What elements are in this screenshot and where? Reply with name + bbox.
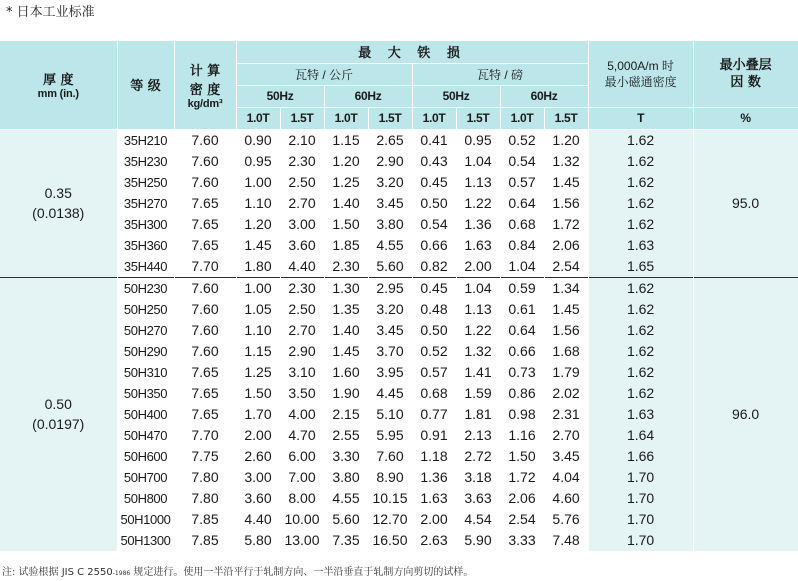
core-loss-cell: 3.20 [368,299,412,320]
table-row [0,299,798,320]
stacking-factor-cell: 96.0 [693,277,798,551]
flux-density-cell: 1.62 [588,277,693,299]
core-loss-cell: 1.16 [500,425,544,446]
core-loss-cell: 2.10 [280,129,324,151]
density-cell: 7.60 [174,320,236,341]
core-loss-cell: 1.68 [544,341,588,362]
core-loss-cell: 3.80 [324,467,368,488]
core-loss-cell: 3.18 [456,467,500,488]
core-loss-cell: 4.04 [544,467,588,488]
table-row [0,530,798,551]
core-loss-cell: 1.60 [324,362,368,383]
table-row [0,467,798,488]
flux-density-cell: 1.64 [588,425,693,446]
core-loss-cell: 5.60 [324,509,368,530]
table-row [0,383,798,404]
core-loss-cell: 3.60 [280,235,324,256]
core-loss-cell: 2.13 [456,425,500,446]
core-loss-cell: 1.25 [324,172,368,193]
tesla-10-header: 1.0T [412,107,456,129]
core-loss-cell: 1.85 [324,235,368,256]
grade-cell: 50H600 [117,446,174,467]
core-loss-cell: 0.57 [500,172,544,193]
density-cell: 7.65 [174,214,236,235]
table-row [0,235,798,256]
table-row [0,214,798,235]
core-loss-cell: 2.50 [280,172,324,193]
core-loss-cell: 2.90 [280,341,324,362]
core-loss-cell: 1.45 [236,235,280,256]
thickness-cell: 0.35 (0.0138) [0,129,117,277]
core-loss-cell: 1.20 [324,151,368,172]
core-loss-cell: 1.20 [544,129,588,151]
core-loss-cell: 3.95 [368,362,412,383]
core-loss-cell: 2.30 [324,256,368,278]
core-loss-cell: 3.30 [324,446,368,467]
core-loss-cell: 2.15 [324,404,368,425]
table-row [0,151,798,172]
core-loss-cell: 1.15 [324,129,368,151]
core-loss-cell: 1.35 [324,299,368,320]
core-loss-cell: 0.91 [412,425,456,446]
core-loss-cell: 16.50 [368,530,412,551]
core-loss-cell: 2.70 [280,320,324,341]
core-loss-cell: 1.36 [456,214,500,235]
flux-density-cell: 1.65 [588,256,693,278]
core-loss-cell: 1.70 [236,404,280,425]
core-loss-cell: 1.04 [456,151,500,172]
core-loss-cell: 1.50 [324,214,368,235]
core-loss-cell: 0.68 [500,214,544,235]
core-loss-cell: 1.45 [544,299,588,320]
core-loss-cell: 10.00 [280,509,324,530]
core-loss-cell: 0.45 [412,277,456,299]
core-loss-cell: 8.90 [368,467,412,488]
core-loss-cell: 2.00 [456,256,500,278]
core-loss-cell: 0.90 [236,129,280,151]
core-loss-cell: 1.20 [236,214,280,235]
core-loss-cell: 0.73 [500,362,544,383]
core-loss-cell: 1.15 [236,341,280,362]
flux-density-cell: 1.62 [588,341,693,362]
core-loss-cell: 0.98 [500,404,544,425]
core-loss-cell: 0.48 [412,299,456,320]
core-loss-cell: 3.63 [456,488,500,509]
density-cell: 7.80 [174,488,236,509]
table-row [0,488,798,509]
core-loss-cell: 1.13 [456,299,500,320]
flux-density-cell: 1.62 [588,383,693,404]
density-cell: 7.65 [174,383,236,404]
flux-density-cell: 1.62 [588,214,693,235]
core-loss-cell: 0.95 [456,129,500,151]
core-loss-cell: 4.55 [368,235,412,256]
core-loss-cell: 5.10 [368,404,412,425]
core-loss-cell: 1.04 [500,256,544,278]
core-loss-cell: 0.54 [412,214,456,235]
core-loss-cell: 4.55 [324,488,368,509]
core-loss-cell: 3.20 [368,172,412,193]
core-loss-cell: 7.60 [368,446,412,467]
core-loss-cell: 1.34 [544,277,588,299]
grade-cell: 35H250 [117,172,174,193]
steel-spec-table [0,41,798,551]
thickness-cell: 0.50 (0.0197) [0,277,117,551]
grade-header: 等 级 [117,41,174,129]
table-row [0,404,798,425]
table-row [0,129,798,151]
flux-density-header: 5,000A/m 时 最小磁通密度 [588,41,693,107]
footnote: 注: 试验根据 JIS C 2550-1986 规定进行。使用一半沿平行于轧制方向、一半沿垂直于轧制方向剪切的试样。 [2,567,474,578]
core-loss-cell: 4.40 [236,509,280,530]
core-loss-cell: 2.02 [544,383,588,404]
core-loss-cell: 1.36 [412,467,456,488]
flux-density-cell: 1.66 [588,446,693,467]
core-loss-cell: 2.54 [500,509,544,530]
table-row [0,446,798,467]
core-loss-cell: 0.66 [412,235,456,256]
core-loss-cell: 2.63 [412,530,456,551]
core-loss-cell: 2.70 [280,193,324,214]
core-loss-cell: 2.54 [544,256,588,278]
tesla-10-header: 1.0T [236,107,280,129]
grade-cell: 50H350 [117,383,174,404]
core-loss-cell: 0.64 [500,320,544,341]
core-loss-cell: 0.41 [412,129,456,151]
tesla-10-header: 1.0T [500,107,544,129]
core-loss-cell: 2.95 [368,277,412,299]
density-cell: 7.60 [174,299,236,320]
density-cell: 7.85 [174,530,236,551]
table-row [0,320,798,341]
freq-60hz-lb: 60Hz [500,85,588,107]
core-loss-cell: 1.80 [236,256,280,278]
thickness-header: 厚 度 mm (in.) [0,41,117,129]
core-loss-cell: 1.63 [412,488,456,509]
core-loss-cell: 0.66 [500,341,544,362]
density-cell: 7.60 [174,172,236,193]
core-loss-cell: 1.40 [324,193,368,214]
core-loss-cell: 1.59 [456,383,500,404]
grade-cell: 50H310 [117,362,174,383]
grade-cell: 50H230 [117,277,174,299]
core-loss-cell: 1.56 [544,193,588,214]
grade-cell: 50H270 [117,320,174,341]
core-loss-header: 最 大 铁 损 [236,41,588,63]
flux-density-cell: 1.62 [588,320,693,341]
flux-density-cell: 1.70 [588,530,693,551]
core-loss-cell: 1.25 [236,362,280,383]
core-loss-cell: 2.00 [412,509,456,530]
density-cell: 7.65 [174,404,236,425]
tesla-10-header: 1.0T [324,107,368,129]
table-row [0,256,798,278]
stacking-factor-cell: 95.0 [693,129,798,277]
core-loss-cell: 2.30 [280,151,324,172]
core-loss-cell: 2.72 [456,446,500,467]
core-loss-cell: 3.50 [280,383,324,404]
density-cell: 7.65 [174,193,236,214]
standard-note: * 日本工业标准 [6,5,95,20]
table-row [0,341,798,362]
core-loss-cell: 1.45 [544,172,588,193]
grade-cell: 50H1300 [117,530,174,551]
density-cell: 7.60 [174,277,236,299]
density-cell: 7.85 [174,509,236,530]
flux-density-cell: 1.63 [588,235,693,256]
core-loss-cell: 3.00 [236,467,280,488]
grade-cell: 50H250 [117,299,174,320]
flux-density-cell: 1.70 [588,488,693,509]
grade-cell: 50H290 [117,341,174,362]
core-loss-cell: 1.79 [544,362,588,383]
core-loss-cell: 1.72 [544,214,588,235]
density-cell: 7.70 [174,256,236,278]
tesla-15-header: 1.5T [368,107,412,129]
watt-per-lb-header: 瓦特 / 磅 [412,63,588,85]
tesla-15-header: 1.5T [544,107,588,129]
freq-60hz-kg: 60Hz [324,85,412,107]
core-loss-cell: 1.00 [236,277,280,299]
core-loss-cell: 0.52 [500,129,544,151]
core-loss-cell: 1.04 [456,277,500,299]
core-loss-cell: 1.32 [544,151,588,172]
core-loss-cell: 6.00 [280,446,324,467]
core-loss-cell: 0.45 [412,172,456,193]
core-loss-cell: 1.10 [236,193,280,214]
core-loss-cell: 2.55 [324,425,368,446]
core-loss-cell: 0.77 [412,404,456,425]
core-loss-cell: 5.80 [236,530,280,551]
core-loss-cell: 3.80 [368,214,412,235]
core-loss-cell: 3.70 [368,341,412,362]
flux-density-cell: 1.62 [588,172,693,193]
core-loss-cell: 0.59 [500,277,544,299]
core-loss-cell: 2.31 [544,404,588,425]
table-row [0,277,798,299]
core-loss-cell: 2.60 [236,446,280,467]
core-loss-cell: 0.43 [412,151,456,172]
core-loss-cell: 7.48 [544,530,588,551]
flux-density-cell: 1.63 [588,404,693,425]
core-loss-cell: 0.57 [412,362,456,383]
core-loss-cell: 4.54 [456,509,500,530]
core-loss-cell: 5.95 [368,425,412,446]
grade-cell: 50H470 [117,425,174,446]
core-loss-cell: 7.00 [280,467,324,488]
core-loss-cell: 1.18 [412,446,456,467]
grade-cell: 35H300 [117,214,174,235]
table-row [0,172,798,193]
core-loss-cell: 3.33 [500,530,544,551]
watt-per-kg-header: 瓦特 / 公斤 [236,63,412,85]
core-loss-cell: 1.22 [456,320,500,341]
core-loss-cell: 3.10 [280,362,324,383]
density-cell: 7.80 [174,467,236,488]
core-loss-cell: 0.54 [500,151,544,172]
core-loss-cell: 3.45 [544,446,588,467]
core-loss-cell: 0.50 [412,193,456,214]
flux-density-cell: 1.62 [588,193,693,214]
core-loss-cell: 1.81 [456,404,500,425]
core-loss-cell: 0.86 [500,383,544,404]
core-loss-cell: 2.50 [280,299,324,320]
core-loss-cell: 3.45 [368,193,412,214]
core-loss-cell: 1.13 [456,172,500,193]
grade-cell: 50H400 [117,404,174,425]
density-cell: 7.60 [174,341,236,362]
core-loss-cell: 1.50 [236,383,280,404]
core-loss-cell: 0.50 [412,320,456,341]
core-loss-cell: 13.00 [280,530,324,551]
core-loss-cell: 1.22 [456,193,500,214]
table-row [0,193,798,214]
core-loss-cell: 4.45 [368,383,412,404]
core-loss-cell: 2.00 [236,425,280,446]
core-loss-cell: 1.05 [236,299,280,320]
core-loss-cell: 3.60 [236,488,280,509]
core-loss-cell: 1.10 [236,320,280,341]
core-loss-cell: 1.30 [324,277,368,299]
flux-density-cell: 1.62 [588,151,693,172]
table-row [0,425,798,446]
grade-cell: 35H230 [117,151,174,172]
core-loss-cell: 1.45 [324,341,368,362]
core-loss-cell: 2.65 [368,129,412,151]
core-loss-cell: 2.90 [368,151,412,172]
core-loss-cell: 4.40 [280,256,324,278]
core-loss-cell: 0.68 [412,383,456,404]
core-loss-cell: 1.50 [500,446,544,467]
core-loss-cell: 4.60 [544,488,588,509]
core-loss-cell: 7.35 [324,530,368,551]
grade-cell: 50H700 [117,467,174,488]
density-header: 计 算 密 度 kg/dm³ [174,41,236,129]
flux-density-cell: 1.62 [588,129,693,151]
density-cell: 7.75 [174,446,236,467]
core-loss-cell: 1.56 [544,320,588,341]
core-loss-cell: 3.00 [280,214,324,235]
core-loss-cell: 2.06 [500,488,544,509]
core-loss-cell: 8.00 [280,488,324,509]
table-row [0,362,798,383]
core-loss-cell: 5.76 [544,509,588,530]
tesla-15-header: 1.5T [456,107,500,129]
spec-table-body [0,129,798,551]
flux-density-cell: 1.70 [588,467,693,488]
freq-50hz-lb: 50Hz [412,85,500,107]
table-row [0,509,798,530]
grade-cell: 35H440 [117,256,174,278]
core-loss-cell: 5.90 [456,530,500,551]
grade-cell: 50H800 [117,488,174,509]
grade-cell: 35H210 [117,129,174,151]
flux-density-cell: 1.70 [588,509,693,530]
density-cell: 7.60 [174,129,236,151]
core-loss-cell: 0.61 [500,299,544,320]
core-loss-cell: 0.95 [236,151,280,172]
stacking-unit-header: % [693,107,798,129]
tesla-15-header: 1.5T [280,107,324,129]
grade-cell: 35H360 [117,235,174,256]
core-loss-cell: 3.45 [368,320,412,341]
flux-density-cell: 1.62 [588,362,693,383]
grade-cell: 35H270 [117,193,174,214]
flux-unit-header: T [588,107,693,129]
core-loss-cell: 1.00 [236,172,280,193]
density-cell: 7.70 [174,425,236,446]
core-loss-cell: 4.70 [280,425,324,446]
flux-density-cell: 1.62 [588,299,693,320]
core-loss-cell: 10.15 [368,488,412,509]
core-loss-cell: 12.70 [368,509,412,530]
core-loss-cell: 0.52 [412,341,456,362]
core-loss-cell: 1.90 [324,383,368,404]
core-loss-cell: 1.40 [324,320,368,341]
core-loss-cell: 2.06 [544,235,588,256]
grade-cell: 50H1000 [117,509,174,530]
core-loss-cell: 0.64 [500,193,544,214]
core-loss-cell: 5.60 [368,256,412,278]
core-loss-cell: 1.41 [456,362,500,383]
core-loss-cell: 4.00 [280,404,324,425]
core-loss-cell: 1.72 [500,467,544,488]
core-loss-cell: 1.63 [456,235,500,256]
density-cell: 7.65 [174,235,236,256]
core-loss-cell: 0.84 [500,235,544,256]
core-loss-cell: 1.32 [456,341,500,362]
freq-50hz-kg: 50Hz [236,85,324,107]
density-cell: 7.65 [174,362,236,383]
core-loss-cell: 0.82 [412,256,456,278]
stacking-factor-header: 最小叠层 因 数 [693,41,798,107]
core-loss-cell: 2.30 [280,277,324,299]
core-loss-cell: 2.70 [544,425,588,446]
density-cell: 7.60 [174,151,236,172]
